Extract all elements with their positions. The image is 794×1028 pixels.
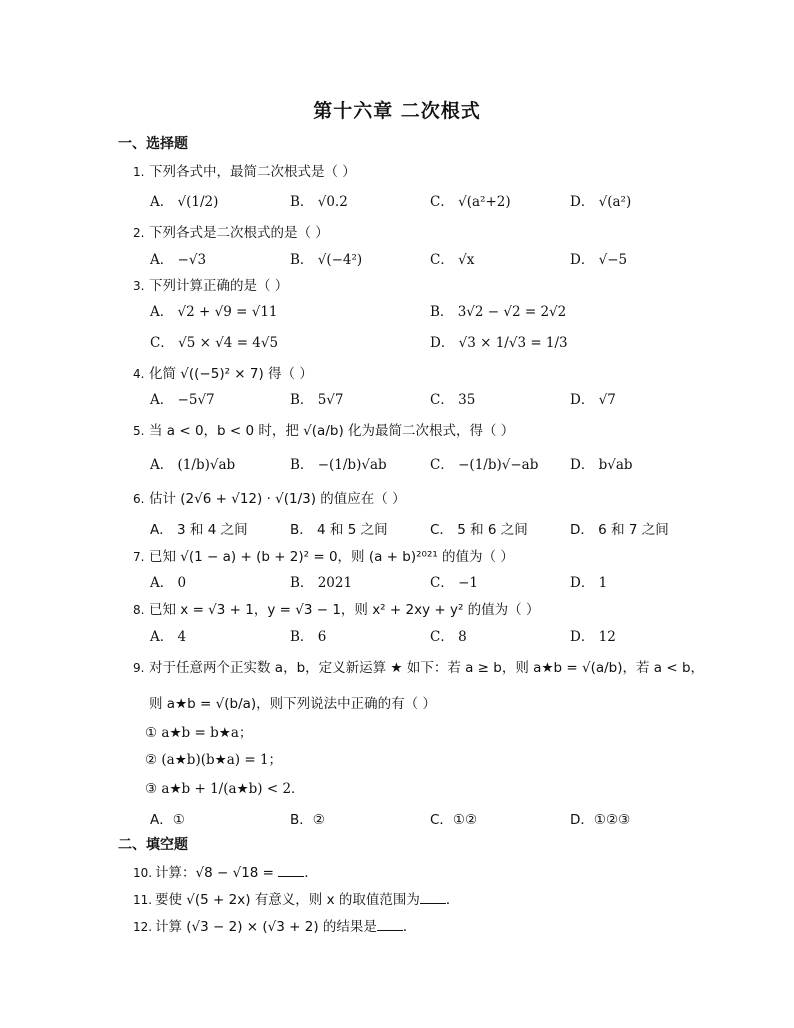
option-c: C． 5 和 6 之间 — [430, 522, 528, 538]
question-number: 2. — [133, 226, 145, 240]
question-5 — [133, 419, 514, 439]
option-a: A． 0 — [150, 575, 187, 591]
option-d: D． √(a²) — [570, 194, 632, 210]
answer-blank[interactable] — [377, 918, 403, 931]
question-number: 11. — [133, 893, 153, 907]
option-a: A． −√3 — [150, 252, 207, 268]
question-number: 7. — [133, 550, 145, 564]
option-c: C． −1 — [430, 575, 479, 591]
question-11 — [133, 888, 459, 908]
question-number: 9. — [133, 661, 145, 675]
question-10 — [133, 861, 318, 881]
option-d: D． 1 — [570, 575, 608, 591]
question-end: ． — [402, 919, 417, 935]
option-b: B． −(1/b)√ab — [290, 457, 387, 473]
option-b: B． 4 和 5 之间 — [290, 522, 388, 538]
question-end: ． — [304, 865, 318, 881]
option-a: A． 3 和 4 之间 — [150, 522, 248, 538]
section-heading-fill: 二、填空题 — [118, 837, 188, 853]
option-d: D．①②③ — [570, 812, 631, 828]
question-stem: 对于任意两个正实数 a，b，定义新运算 ★ 如下：若 a ≥ b，则 a★b = √(a/b)，若 a < b， — [149, 660, 705, 676]
question-2 — [133, 221, 329, 241]
question-stem: 已知 √(1 − a) + (b + 2)² = 0，则 (a + b)²⁰²¹ 的值为（ ） — [149, 549, 514, 565]
question-7 — [133, 545, 514, 565]
option-c: C． 35 — [430, 392, 476, 408]
question-number: 1. — [133, 165, 145, 179]
option-b: B． √(−4²) — [290, 252, 363, 268]
option-d: D． √3 × 1/√3 = 1/3 — [430, 335, 568, 351]
question-stem: 已知 x = √3 + 1，y = √3 − 1，则 x² + 2xy + y² 的值为（ ） — [149, 602, 540, 618]
question-9 — [133, 656, 704, 676]
question-stem: 当 a < 0，b < 0 时，把 √(a/b) 化为最简二次根式，得（ ） — [149, 423, 515, 439]
option-c: C． −(1/b)√−ab — [430, 457, 539, 473]
question-number: 10. — [133, 866, 153, 880]
option-d: D． b√ab — [570, 457, 633, 473]
question-number: 12. — [133, 920, 153, 934]
option-d: D． √−5 — [570, 252, 628, 268]
question-6 — [133, 487, 406, 507]
option-c: C． √5 × √4 = 4√5 — [150, 335, 279, 351]
option-b: B． 6 — [290, 629, 327, 645]
option-a: A．① — [150, 812, 185, 828]
statement-3: ③ a★b + 1/(a★b) < 2． — [145, 781, 305, 797]
page-title: 第十六章 二次根式 — [313, 100, 481, 122]
question-stem: 下列计算正确的是（ ） — [149, 278, 289, 294]
option-a: A． √(1/2) — [150, 194, 219, 210]
question-stem: 计算 (√3 − 2) × (√3 + 2) 的结果是 — [155, 919, 377, 935]
option-b: B． √0.2 — [290, 194, 348, 210]
question-number: 8. — [133, 603, 145, 617]
section-heading-choice: 一、选择题 — [118, 136, 188, 152]
answer-blank[interactable] — [420, 891, 446, 904]
option-b: B． 5√7 — [290, 392, 344, 408]
option-c: C． 8 — [430, 629, 467, 645]
question-stem: 化简 √((−5)² × 7) 得（ ） — [149, 366, 313, 382]
question-4 — [133, 362, 313, 382]
statement-2: ② (a★b)(b★a) = 1； — [145, 752, 283, 768]
question-stem-continued: 则 a★b = √(b/a)，则下列说法中正确的有（ ） — [149, 696, 436, 712]
question-stem: 下列各式是二次根式的是（ ） — [149, 225, 329, 241]
question-8 — [133, 598, 539, 618]
question-end: ． — [445, 892, 460, 908]
option-d: D． √7 — [570, 392, 616, 408]
question-number: 4. — [133, 367, 145, 381]
option-a: A． √2 + √9 = √11 — [150, 304, 278, 320]
question-stem: 要使 √(5 + 2x) 有意义，则 x 的取值范围为 — [155, 892, 420, 908]
question-3 — [133, 274, 288, 294]
option-a: A． (1/b)√ab — [150, 457, 236, 473]
answer-blank[interactable] — [278, 864, 304, 877]
option-c: C．①② — [430, 812, 478, 828]
question-number: 6. — [133, 492, 145, 506]
question-number: 5. — [133, 424, 145, 438]
option-c: C． √(a²+2) — [430, 194, 511, 210]
option-a: A． −5√7 — [150, 392, 215, 408]
question-1 — [133, 160, 356, 180]
option-d: D． 6 和 7 之间 — [570, 522, 669, 538]
question-number: 3. — [133, 279, 145, 293]
option-a: A． 4 — [150, 629, 187, 645]
question-stem: 计算：√8 − √18 = — [155, 865, 279, 881]
option-b: B． 3√2 − √2 = 2√2 — [430, 304, 567, 320]
option-c: C． √x — [430, 252, 475, 268]
option-b: B． 2021 — [290, 575, 353, 591]
question-stem: 下列各式中，最简二次根式是（ ） — [149, 164, 356, 180]
question-stem: 估计 (2√6 + √12) · √(1/3) 的值应在（ ） — [149, 491, 406, 507]
option-b: B．② — [290, 812, 325, 828]
statement-1: ① a★b = b★a； — [145, 725, 253, 741]
option-d: D． 12 — [570, 629, 616, 645]
question-12 — [133, 915, 416, 935]
